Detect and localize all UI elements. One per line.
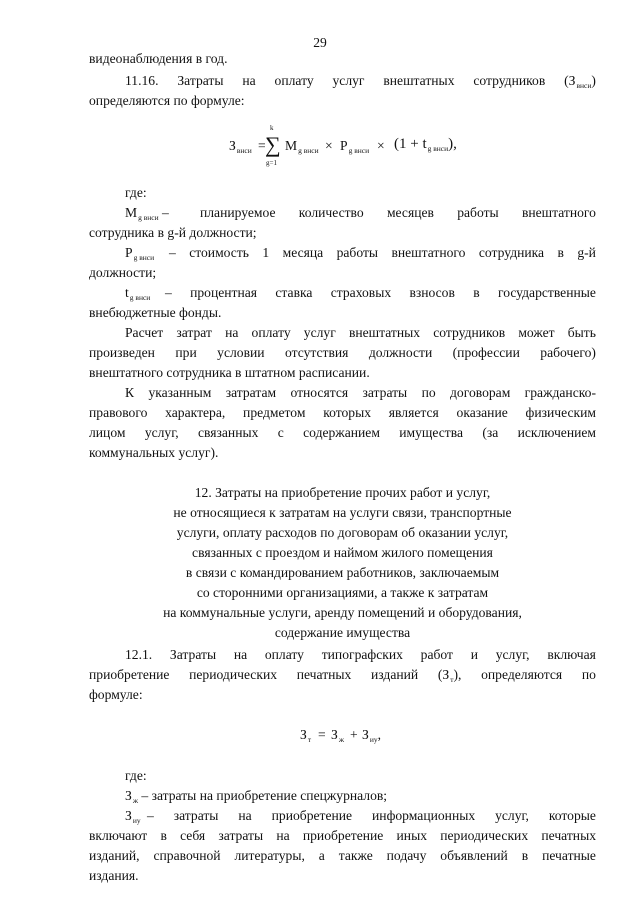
formula-symbol: З bbox=[300, 727, 307, 742]
word: правового bbox=[89, 405, 148, 420]
word: ставка bbox=[275, 285, 313, 300]
text-line bbox=[125, 72, 596, 92]
var-m bbox=[125, 204, 169, 224]
equals-sign: = bbox=[318, 727, 326, 742]
word: количество bbox=[298, 205, 364, 220]
word: на bbox=[276, 828, 290, 843]
formula-term-t bbox=[394, 136, 457, 153]
var-iu bbox=[125, 807, 141, 827]
word: изданий, bbox=[89, 848, 140, 863]
definition-text bbox=[169, 244, 596, 262]
symbol-z-t bbox=[438, 666, 462, 686]
subscript: иу bbox=[369, 735, 378, 744]
word: услуг, bbox=[495, 808, 529, 823]
word: страховых bbox=[330, 285, 392, 300]
word: предметом bbox=[243, 405, 306, 420]
word: которых bbox=[323, 405, 372, 420]
word: печатные bbox=[542, 848, 596, 863]
heading-line: со сторонними организациями, а также к затратам bbox=[196, 585, 489, 600]
word: гражданско- bbox=[524, 385, 596, 400]
word: Затраты bbox=[169, 647, 217, 662]
sum-lower-limit: g=1 bbox=[266, 159, 277, 167]
subscript: g внси bbox=[133, 253, 155, 262]
subscript: внси bbox=[236, 146, 252, 155]
word: работы bbox=[336, 245, 379, 260]
text-line: формуле: bbox=[89, 687, 143, 702]
word: на bbox=[242, 73, 256, 88]
word: включают bbox=[89, 828, 148, 843]
text-line: внебюджетные фонды. bbox=[89, 305, 222, 320]
sum-upper-limit: k bbox=[270, 124, 274, 132]
heading-line: 12. Затраты на приобретение прочих работ и услуг, bbox=[194, 485, 491, 500]
comma: , bbox=[377, 727, 381, 742]
definition-text bbox=[147, 807, 596, 825]
word: исключением bbox=[517, 425, 596, 440]
definition-text bbox=[200, 204, 596, 222]
word: затраты bbox=[173, 808, 219, 823]
word: литературы, bbox=[234, 848, 305, 863]
word: внештатного bbox=[521, 205, 596, 220]
word: с bbox=[277, 425, 284, 440]
word: услуг bbox=[303, 325, 336, 340]
word: отсутствия bbox=[285, 345, 349, 360]
word: услуг bbox=[332, 73, 365, 88]
word: объявлений bbox=[440, 848, 508, 863]
symbol-letter: (З bbox=[437, 667, 450, 682]
text-line bbox=[89, 404, 596, 422]
word: приобретение bbox=[89, 667, 170, 682]
definition-text bbox=[165, 284, 596, 302]
word: связанных bbox=[198, 425, 259, 440]
text-line: сотрудника в g-й должности; bbox=[89, 225, 257, 240]
text-line bbox=[89, 666, 596, 686]
formula-lhs bbox=[300, 727, 311, 743]
word: периодических bbox=[440, 828, 529, 843]
word: (профессии bbox=[452, 345, 520, 360]
word: сотрудника bbox=[478, 245, 545, 260]
word: может bbox=[518, 325, 555, 340]
word: имущества bbox=[399, 425, 464, 440]
word: физическим bbox=[525, 405, 596, 420]
text-line: видеонаблюдения в год. bbox=[89, 51, 228, 66]
word: сотрудников bbox=[473, 73, 546, 88]
word: месяца bbox=[282, 245, 324, 260]
text-line bbox=[125, 324, 596, 342]
formula-symbol: t bbox=[125, 285, 129, 300]
definition-text: – затраты на приобретение спецжурналов; bbox=[141, 788, 388, 803]
word: в bbox=[473, 285, 480, 300]
word: услуг, bbox=[495, 647, 530, 662]
word: государственные bbox=[497, 285, 596, 300]
text-line: где: bbox=[125, 768, 147, 783]
word: характера, bbox=[165, 405, 226, 420]
word: приобретение bbox=[271, 808, 353, 823]
text-line bbox=[89, 424, 596, 442]
text-line: где: bbox=[125, 185, 147, 200]
multiply-sign: × bbox=[325, 138, 333, 153]
equals-sign: = bbox=[258, 138, 266, 153]
heading-line: не относящиеся к затратам на услуги связи, транспортные bbox=[173, 505, 512, 520]
page-number: 29 bbox=[313, 35, 327, 50]
formula-symbol: З bbox=[331, 727, 338, 742]
text-line: издания. bbox=[89, 868, 139, 883]
word: оплату bbox=[251, 325, 291, 340]
word: взносов bbox=[409, 285, 455, 300]
heading-line: в связи с командированием работников, заключаемым bbox=[185, 565, 500, 580]
word: приобретение bbox=[302, 828, 384, 843]
word: по bbox=[421, 385, 436, 400]
word: месяцев bbox=[386, 205, 434, 220]
paren: ), bbox=[448, 136, 457, 152]
var-p bbox=[125, 244, 154, 264]
multiply-sign: × bbox=[377, 138, 385, 153]
text-line: должности; bbox=[89, 265, 157, 280]
word: услуг, bbox=[144, 425, 179, 440]
heading-line: связанных с проездом и наймом жилого помещения bbox=[192, 545, 493, 560]
heading-line: услуги, оплату расходов по договорам об оказании услуг, bbox=[176, 525, 509, 540]
word: и bbox=[470, 647, 478, 662]
word: по bbox=[581, 667, 596, 682]
subscript: g внси bbox=[427, 144, 449, 153]
word: работ bbox=[420, 647, 453, 662]
word: типографских bbox=[321, 647, 403, 662]
word: произведен bbox=[89, 345, 155, 360]
formula-symbol: З bbox=[362, 727, 369, 742]
word: g-й bbox=[577, 245, 596, 260]
word: оплату bbox=[264, 647, 304, 662]
text-line: коммунальных услуг). bbox=[89, 445, 219, 460]
formula-term-iu bbox=[362, 727, 381, 743]
formula-symbol: З bbox=[125, 788, 132, 803]
text-line bbox=[89, 827, 596, 845]
word: содержанием bbox=[303, 425, 380, 440]
text-line: определяются по формуле: bbox=[89, 93, 245, 108]
subscript: ж bbox=[132, 796, 138, 805]
word: в bbox=[160, 828, 167, 843]
text-line bbox=[125, 384, 596, 402]
formula-term-zh bbox=[331, 727, 344, 743]
word: изданий bbox=[371, 667, 419, 682]
word: К bbox=[125, 385, 135, 400]
word: договорам bbox=[450, 385, 511, 400]
formula-lhs bbox=[229, 138, 252, 154]
word: определяются bbox=[481, 667, 563, 682]
word: также bbox=[338, 848, 373, 863]
word: является bbox=[388, 405, 439, 420]
symbol-letter: (З bbox=[564, 73, 576, 88]
word: (за bbox=[482, 425, 499, 440]
word: должности bbox=[368, 345, 433, 360]
word: сотрудников bbox=[433, 325, 506, 340]
word: периодических bbox=[189, 667, 278, 682]
subscript: иу bbox=[132, 816, 141, 825]
word: условии bbox=[217, 345, 265, 360]
var-t bbox=[125, 284, 150, 304]
definition-zh bbox=[125, 787, 387, 807]
subscript: g внси bbox=[138, 213, 159, 222]
word: затраты bbox=[218, 828, 264, 843]
word: внештатного bbox=[391, 245, 466, 260]
word: 1 bbox=[262, 245, 270, 260]
text-line bbox=[89, 344, 596, 362]
word: подачу bbox=[386, 848, 427, 863]
subscript: g внси bbox=[129, 293, 151, 302]
word: Расчет bbox=[125, 325, 164, 340]
word: стоимость bbox=[189, 245, 249, 260]
word: Затраты bbox=[177, 73, 224, 88]
word: – bbox=[147, 808, 154, 823]
paren: ), bbox=[453, 667, 462, 682]
paren: ) bbox=[591, 73, 596, 88]
formula-symbol: P bbox=[125, 245, 133, 260]
word: работы bbox=[457, 205, 499, 220]
heading-line: содержание имущества bbox=[274, 625, 411, 640]
word: на bbox=[238, 808, 252, 823]
word: – bbox=[169, 245, 176, 260]
word: лицом bbox=[89, 425, 126, 440]
subscript: ж bbox=[338, 735, 344, 744]
plus-sign: + bbox=[350, 727, 358, 742]
word: иных bbox=[396, 828, 428, 843]
sum-sign: ∑ bbox=[265, 132, 281, 157]
word: планируемое bbox=[200, 205, 276, 220]
word: 12.1. bbox=[125, 647, 153, 662]
formula-symbol: (1 + t bbox=[394, 136, 427, 152]
word: оказание bbox=[456, 405, 508, 420]
word: себя bbox=[180, 828, 206, 843]
subscript: т bbox=[450, 675, 454, 684]
word: печатных bbox=[296, 667, 352, 682]
word: при bbox=[175, 345, 197, 360]
word: а bbox=[318, 848, 325, 863]
subscript: g внси bbox=[298, 146, 319, 155]
formula-term-m bbox=[285, 138, 319, 154]
word: включая bbox=[547, 647, 596, 662]
formula-symbol: M bbox=[125, 205, 138, 220]
symbol-z-vnsi bbox=[564, 72, 596, 92]
word: затраты bbox=[362, 385, 408, 400]
word: которые bbox=[548, 808, 596, 823]
word: процентная bbox=[190, 285, 258, 300]
word: затратам bbox=[225, 385, 277, 400]
word: оплату bbox=[274, 73, 314, 88]
word: указанным bbox=[148, 385, 212, 400]
word: затрат bbox=[176, 325, 212, 340]
word: в bbox=[521, 848, 529, 863]
word: относятся bbox=[290, 385, 349, 400]
word: 11.16. bbox=[125, 73, 159, 88]
subscript: внси bbox=[576, 81, 592, 90]
heading-line: на коммунальные услуги, аренду помещений и оборудования, bbox=[163, 605, 522, 620]
dash: – bbox=[162, 205, 169, 220]
text-line: внештатного сотрудника в штатном расписании. bbox=[89, 365, 370, 380]
word: в bbox=[557, 245, 564, 260]
word: быть bbox=[567, 325, 596, 340]
word: информационных bbox=[372, 808, 476, 823]
word: на bbox=[225, 325, 239, 340]
text-line bbox=[125, 646, 596, 664]
word: внештатных bbox=[383, 73, 455, 88]
formula-symbol: P bbox=[340, 138, 348, 153]
subscript: т bbox=[307, 735, 312, 744]
word: печатных bbox=[541, 828, 596, 843]
formula-symbol: M bbox=[285, 138, 298, 153]
word: справочной bbox=[153, 848, 221, 863]
formula-term-p bbox=[340, 138, 369, 154]
subscript: g внси bbox=[348, 146, 370, 155]
word: – bbox=[165, 285, 172, 300]
word: на bbox=[233, 647, 248, 662]
word: внештатных bbox=[348, 325, 421, 340]
word: рабочего) bbox=[540, 345, 596, 360]
formula-symbol: З bbox=[125, 808, 132, 823]
text-line bbox=[89, 847, 596, 865]
formula-symbol: З bbox=[229, 138, 236, 153]
